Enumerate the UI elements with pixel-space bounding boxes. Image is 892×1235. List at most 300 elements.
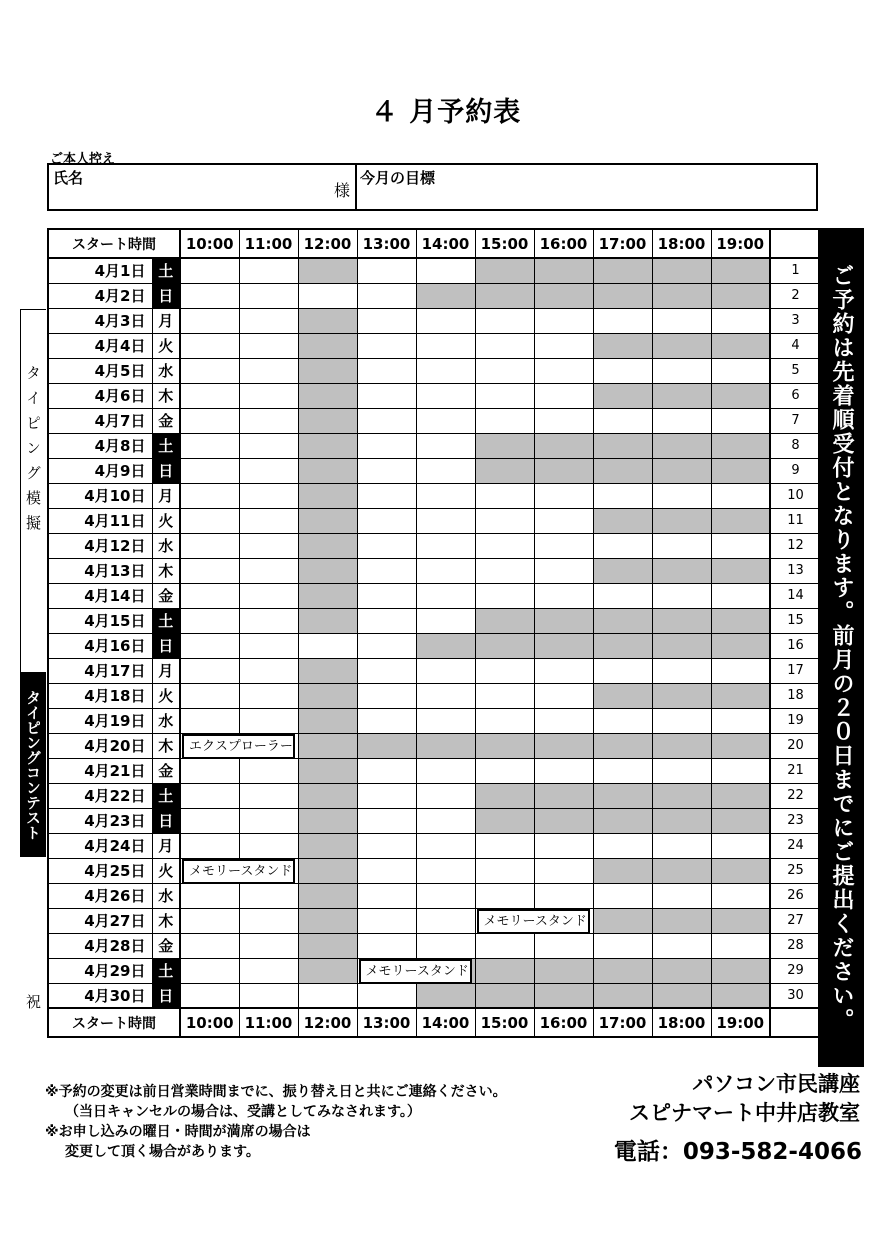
slot-cell[interactable]	[652, 883, 711, 908]
slot-cell[interactable]	[711, 283, 770, 308]
slot-cell[interactable]	[416, 383, 475, 408]
slot-cell[interactable]	[416, 333, 475, 358]
slot-cell[interactable]	[534, 658, 593, 683]
slot-cell[interactable]	[416, 708, 475, 733]
slot-cell[interactable]	[239, 408, 298, 433]
slot-cell[interactable]	[357, 458, 416, 483]
slot-cell[interactable]	[711, 658, 770, 683]
slot-cell[interactable]	[180, 808, 239, 833]
slot-cell[interactable]	[357, 758, 416, 783]
slot-cell[interactable]	[711, 608, 770, 633]
slot-cell[interactable]	[711, 808, 770, 833]
slot-cell[interactable]	[475, 808, 534, 833]
note-line: ※予約の変更は前日営業時間までに、振り替え日と共にご連絡ください。	[45, 1084, 507, 1100]
slot-cell[interactable]	[593, 583, 652, 608]
slot-cell[interactable]	[475, 508, 534, 533]
slot-cell[interactable]	[180, 258, 239, 283]
slot-cell[interactable]	[239, 433, 298, 458]
slot-cell[interactable]	[475, 483, 534, 508]
slot-cell[interactable]	[180, 458, 239, 483]
slot-cell[interactable]	[239, 483, 298, 508]
slot-cell[interactable]	[534, 633, 593, 658]
slot-cell[interactable]	[416, 883, 475, 908]
slot-cell[interactable]	[711, 683, 770, 708]
slot-cell[interactable]	[475, 333, 534, 358]
slot-cell[interactable]	[593, 633, 652, 658]
slot-cell[interactable]	[593, 608, 652, 633]
slot-cell[interactable]	[652, 633, 711, 658]
slot-cell[interactable]	[534, 508, 593, 533]
slot-cell[interactable]	[357, 483, 416, 508]
slot-cell[interactable]	[711, 858, 770, 883]
slot-cell[interactable]	[357, 808, 416, 833]
slot-cell[interactable]	[180, 508, 239, 533]
slot-cell[interactable]	[239, 608, 298, 633]
slot-cell[interactable]	[416, 733, 475, 758]
slot-cell[interactable]	[416, 933, 475, 958]
slot-cell[interactable]	[475, 933, 534, 958]
slot-cell[interactable]	[357, 833, 416, 858]
slot-cell[interactable]	[180, 733, 293, 758]
slot-cell[interactable]	[534, 408, 593, 433]
slot-cell[interactable]	[416, 833, 475, 858]
slot-cell[interactable]	[357, 683, 416, 708]
slot-cell[interactable]	[239, 558, 298, 583]
slot-cell[interactable]	[239, 908, 298, 933]
slot-cell[interactable]	[711, 558, 770, 583]
slot-cell[interactable]	[416, 433, 475, 458]
slot-cell[interactable]	[711, 433, 770, 458]
slot-cell[interactable]	[652, 433, 711, 458]
slot-cell[interactable]	[711, 708, 770, 733]
slot-cell[interactable]	[475, 833, 534, 858]
slot-cell[interactable]	[416, 258, 475, 283]
slot-cell[interactable]	[298, 633, 357, 658]
slot-cell[interactable]	[180, 333, 239, 358]
slot-cell[interactable]	[180, 933, 239, 958]
slot-cell[interactable]	[180, 408, 239, 433]
slot-cell[interactable]	[534, 308, 593, 333]
slot-cell[interactable]	[239, 633, 298, 658]
slot-cell[interactable]	[239, 983, 298, 1008]
slot-cell[interactable]	[534, 383, 593, 408]
slot-cell[interactable]	[239, 358, 298, 383]
slot-cell[interactable]	[416, 858, 475, 883]
slot-cell[interactable]	[180, 608, 239, 633]
slot-cell[interactable]	[298, 908, 357, 933]
slot-cell[interactable]	[534, 483, 593, 508]
slot-cell[interactable]	[593, 708, 652, 733]
slot-cell[interactable]	[357, 858, 416, 883]
slot-cell[interactable]	[711, 483, 770, 508]
slot-cell[interactable]	[652, 708, 711, 733]
slot-cell[interactable]	[298, 308, 357, 333]
slot-cell[interactable]	[593, 758, 652, 783]
slot-cell[interactable]	[416, 583, 475, 608]
slot-cell[interactable]	[711, 958, 770, 983]
slot-cell[interactable]	[416, 533, 475, 558]
slot-cell[interactable]	[593, 858, 652, 883]
slot-cell[interactable]	[475, 408, 534, 433]
slot-cell[interactable]	[239, 808, 298, 833]
slot-cell[interactable]	[357, 358, 416, 383]
slot-cell[interactable]	[711, 508, 770, 533]
slot-cell[interactable]	[475, 283, 534, 308]
slot-cell[interactable]	[593, 408, 652, 433]
slot-cell[interactable]	[416, 633, 475, 658]
slot-cell[interactable]	[534, 333, 593, 358]
slot-cell[interactable]	[534, 683, 593, 708]
slot-cell[interactable]	[711, 833, 770, 858]
slot-cell[interactable]	[652, 558, 711, 583]
slot-cell[interactable]	[357, 633, 416, 658]
slot-cell[interactable]	[475, 733, 534, 758]
slot-cell[interactable]	[180, 283, 239, 308]
slot-cell[interactable]	[298, 858, 357, 883]
slot-cell[interactable]	[711, 733, 770, 758]
slot-cell[interactable]	[534, 533, 593, 558]
slot-cell[interactable]	[652, 933, 711, 958]
slot-cell[interactable]	[652, 983, 711, 1008]
slot-cell[interactable]	[357, 383, 416, 408]
slot-cell[interactable]	[534, 283, 593, 308]
slot-cell[interactable]	[711, 258, 770, 283]
slot-cell[interactable]	[475, 258, 534, 283]
slot-cell[interactable]	[239, 533, 298, 558]
slot-cell[interactable]	[711, 758, 770, 783]
slot-cell[interactable]	[239, 758, 298, 783]
slot-cell[interactable]	[475, 883, 534, 908]
slot-cell[interactable]	[652, 583, 711, 608]
slot-cell[interactable]	[475, 558, 534, 583]
slot-cell[interactable]	[652, 283, 711, 308]
slot-cell[interactable]	[652, 333, 711, 358]
slot-cell[interactable]	[357, 658, 416, 683]
slot-cell[interactable]	[475, 683, 534, 708]
slot-cell[interactable]	[475, 633, 534, 658]
slot-cell[interactable]	[357, 933, 416, 958]
slot-cell[interactable]	[652, 408, 711, 433]
slot-cell[interactable]	[298, 733, 357, 758]
slot-cell[interactable]	[593, 983, 652, 1008]
slot-cell[interactable]	[298, 983, 357, 1008]
slot-cell[interactable]	[652, 358, 711, 383]
slot-cell[interactable]	[593, 358, 652, 383]
slot-cell[interactable]	[652, 658, 711, 683]
slot-cell[interactable]	[593, 533, 652, 558]
slot-cell[interactable]	[534, 458, 593, 483]
slot-cell[interactable]	[239, 583, 298, 608]
slot-cell[interactable]	[298, 833, 357, 858]
slot-cell[interactable]	[239, 933, 298, 958]
slot-cell[interactable]	[357, 308, 416, 333]
slot-cell[interactable]	[711, 308, 770, 333]
slot-cell[interactable]	[298, 433, 357, 458]
slot-cell[interactable]	[475, 608, 534, 633]
slot-cell[interactable]	[357, 258, 416, 283]
slot-cell[interactable]	[534, 258, 593, 283]
slot-cell[interactable]	[534, 808, 593, 833]
slot-cell[interactable]	[593, 958, 652, 983]
slot-cell[interactable]	[180, 858, 293, 883]
slot-cell[interactable]	[298, 283, 357, 308]
slot-cell[interactable]	[239, 708, 298, 733]
slot-cell[interactable]	[534, 358, 593, 383]
slot-cell[interactable]	[416, 458, 475, 483]
slot-cell[interactable]	[416, 408, 475, 433]
slot-cell[interactable]	[593, 333, 652, 358]
slot-cell[interactable]	[298, 933, 357, 958]
slot-cell[interactable]	[357, 558, 416, 583]
slot-cell[interactable]	[298, 783, 357, 808]
slot-cell[interactable]	[652, 908, 711, 933]
slot-cell[interactable]	[652, 958, 711, 983]
slot-cell[interactable]	[652, 608, 711, 633]
slot-cell[interactable]	[475, 783, 534, 808]
slot-cell[interactable]	[711, 383, 770, 408]
slot-cell[interactable]	[534, 833, 593, 858]
slot-cell[interactable]	[180, 883, 239, 908]
slot-cell[interactable]	[711, 983, 770, 1008]
slot-cell[interactable]	[593, 683, 652, 708]
slot-cell[interactable]	[711, 408, 770, 433]
slot-cell[interactable]	[357, 708, 416, 733]
slot-cell[interactable]	[357, 433, 416, 458]
slot-cell[interactable]	[593, 908, 652, 933]
slot-cell[interactable]	[357, 508, 416, 533]
slot-cell[interactable]	[475, 583, 534, 608]
slot-cell[interactable]	[180, 383, 239, 408]
slot-cell[interactable]	[711, 333, 770, 358]
slot-cell[interactable]	[239, 283, 298, 308]
slot-cell[interactable]	[357, 733, 416, 758]
slot-cell[interactable]	[416, 758, 475, 783]
slot-cell[interactable]	[416, 608, 475, 633]
slot-cell[interactable]	[475, 708, 534, 733]
slot-cell[interactable]	[593, 283, 652, 308]
slot-cell[interactable]	[593, 783, 652, 808]
slot-cell[interactable]	[652, 733, 711, 758]
slot-cell[interactable]	[180, 558, 239, 583]
slot-cell[interactable]	[593, 883, 652, 908]
slot-cell[interactable]	[298, 583, 357, 608]
slot-cell[interactable]	[298, 758, 357, 783]
slot-cell[interactable]	[475, 533, 534, 558]
slot-cell[interactable]	[593, 258, 652, 283]
slot-cell[interactable]	[416, 808, 475, 833]
slot-cell[interactable]	[357, 958, 469, 983]
slot-cell[interactable]	[180, 583, 239, 608]
slot-cell[interactable]	[593, 658, 652, 683]
slot-cell[interactable]	[593, 308, 652, 333]
slot-cell[interactable]	[652, 808, 711, 833]
slot-cell[interactable]	[711, 908, 770, 933]
slot-cell[interactable]	[711, 583, 770, 608]
slot-cell[interactable]	[652, 383, 711, 408]
slot-cell[interactable]	[534, 758, 593, 783]
slot-cell[interactable]	[180, 433, 239, 458]
slot-cell[interactable]	[298, 383, 357, 408]
slot-cell[interactable]	[475, 458, 534, 483]
slot-cell[interactable]	[239, 333, 298, 358]
slot-cell[interactable]	[180, 983, 239, 1008]
slot-cell[interactable]	[357, 408, 416, 433]
slot-cell[interactable]	[357, 883, 416, 908]
slot-cell[interactable]	[239, 683, 298, 708]
slot-cell[interactable]	[593, 933, 652, 958]
slot-cell[interactable]	[416, 558, 475, 583]
slot-cell[interactable]	[357, 333, 416, 358]
slot-cell[interactable]	[593, 833, 652, 858]
slot-cell[interactable]	[593, 558, 652, 583]
slot-cell[interactable]	[298, 808, 357, 833]
slot-cell[interactable]	[593, 433, 652, 458]
slot-cell[interactable]	[180, 358, 239, 383]
slot-cell[interactable]	[593, 508, 652, 533]
slot-cell[interactable]	[475, 758, 534, 783]
slot-cell[interactable]	[298, 958, 357, 983]
slot-cell[interactable]	[416, 908, 475, 933]
slot-cell[interactable]	[475, 358, 534, 383]
slot-cell[interactable]	[711, 933, 770, 958]
slot-cell[interactable]	[239, 508, 298, 533]
slot-cell[interactable]	[180, 483, 239, 508]
slot-cell[interactable]	[711, 458, 770, 483]
slot-cell[interactable]	[298, 608, 357, 633]
slot-cell[interactable]	[239, 658, 298, 683]
slot-cell[interactable]	[239, 783, 298, 808]
slot-cell[interactable]	[239, 258, 298, 283]
slot-cell[interactable]	[534, 733, 593, 758]
slot-cell[interactable]	[298, 883, 357, 908]
slot-cell[interactable]	[239, 308, 298, 333]
slot-cell[interactable]	[475, 383, 534, 408]
slot-cell[interactable]	[652, 758, 711, 783]
slot-cell[interactable]	[534, 608, 593, 633]
slot-cell[interactable]	[180, 683, 239, 708]
slot-cell[interactable]	[357, 783, 416, 808]
slot-cell[interactable]	[652, 308, 711, 333]
slot-cell[interactable]	[711, 883, 770, 908]
slot-cell[interactable]	[416, 283, 475, 308]
slot-cell[interactable]	[534, 583, 593, 608]
slot-cell[interactable]	[534, 983, 593, 1008]
slot-cell[interactable]	[711, 358, 770, 383]
slot-cell[interactable]	[357, 583, 416, 608]
slot-cell[interactable]	[475, 308, 534, 333]
slot-cell[interactable]	[239, 883, 298, 908]
slot-cell[interactable]	[180, 758, 239, 783]
slot-cell[interactable]	[593, 383, 652, 408]
date-cell: 4月7日	[48, 408, 152, 433]
blank-cell	[770, 1008, 821, 1037]
slot-cell[interactable]	[180, 633, 239, 658]
slot-cell[interactable]	[180, 308, 239, 333]
slot-cell[interactable]	[534, 933, 593, 958]
slot-cell[interactable]	[298, 658, 357, 683]
slot-cell[interactable]	[652, 783, 711, 808]
slot-cell[interactable]	[534, 708, 593, 733]
slot-cell[interactable]	[416, 658, 475, 683]
slot-cell[interactable]	[593, 733, 652, 758]
slot-cell[interactable]	[416, 483, 475, 508]
slot-cell[interactable]	[357, 983, 416, 1008]
slot-cell[interactable]	[298, 458, 357, 483]
slot-cell[interactable]	[652, 683, 711, 708]
slot-cell[interactable]	[652, 533, 711, 558]
slot-cell[interactable]	[298, 408, 357, 433]
slot-cell[interactable]	[357, 608, 416, 633]
slot-cell[interactable]	[416, 783, 475, 808]
slot-cell[interactable]	[180, 658, 239, 683]
slot-cell[interactable]	[239, 958, 298, 983]
slot-cell[interactable]	[298, 333, 357, 358]
slot-cell[interactable]	[711, 533, 770, 558]
slot-cell[interactable]	[298, 358, 357, 383]
slot-cell[interactable]	[652, 833, 711, 858]
slot-cell[interactable]	[652, 258, 711, 283]
slot-cell[interactable]	[357, 908, 416, 933]
slot-cell[interactable]	[534, 858, 593, 883]
slot-cell[interactable]	[416, 308, 475, 333]
slot-cell[interactable]	[180, 958, 239, 983]
slot-cell[interactable]	[711, 783, 770, 808]
slot-cell[interactable]	[180, 708, 239, 733]
slot-cell[interactable]	[298, 708, 357, 733]
slot-cell[interactable]	[534, 883, 593, 908]
slot-cell[interactable]	[416, 358, 475, 383]
slot-cell[interactable]	[416, 983, 475, 1008]
slot-cell[interactable]	[298, 508, 357, 533]
slot-cell[interactable]	[652, 508, 711, 533]
slot-cell[interactable]	[239, 833, 298, 858]
slot-cell[interactable]	[475, 433, 534, 458]
slot-cell[interactable]	[180, 908, 239, 933]
slot-cell[interactable]	[652, 858, 711, 883]
slot-cell[interactable]	[534, 433, 593, 458]
slot-cell[interactable]	[593, 483, 652, 508]
slot-cell[interactable]	[534, 558, 593, 583]
slot-cell[interactable]	[298, 683, 357, 708]
slot-cell[interactable]	[652, 483, 711, 508]
slot-cell[interactable]	[475, 958, 534, 983]
slot-cell[interactable]	[180, 783, 239, 808]
slot-cell[interactable]	[180, 533, 239, 558]
slot-cell[interactable]	[416, 683, 475, 708]
slot-cell[interactable]	[475, 983, 534, 1008]
slot-cell[interactable]	[475, 658, 534, 683]
slot-cell[interactable]	[534, 958, 593, 983]
slot-cell[interactable]	[357, 283, 416, 308]
slot-cell[interactable]	[298, 558, 357, 583]
slot-cell[interactable]	[416, 508, 475, 533]
slot-cell[interactable]	[593, 458, 652, 483]
date-cell: 4月15日	[48, 608, 152, 633]
slot-cell[interactable]	[298, 483, 357, 508]
slot-cell[interactable]	[180, 833, 239, 858]
slot-cell[interactable]	[357, 533, 416, 558]
slot-cell[interactable]	[475, 858, 534, 883]
slot-cell[interactable]	[475, 908, 587, 933]
slot-cell[interactable]	[534, 783, 593, 808]
slot-cell[interactable]	[593, 808, 652, 833]
slot-cell[interactable]	[711, 633, 770, 658]
slot-cell[interactable]	[239, 383, 298, 408]
slot-cell[interactable]	[298, 258, 357, 283]
slot-cell[interactable]	[298, 533, 357, 558]
slot-cell[interactable]	[652, 458, 711, 483]
slot-cell[interactable]	[239, 458, 298, 483]
